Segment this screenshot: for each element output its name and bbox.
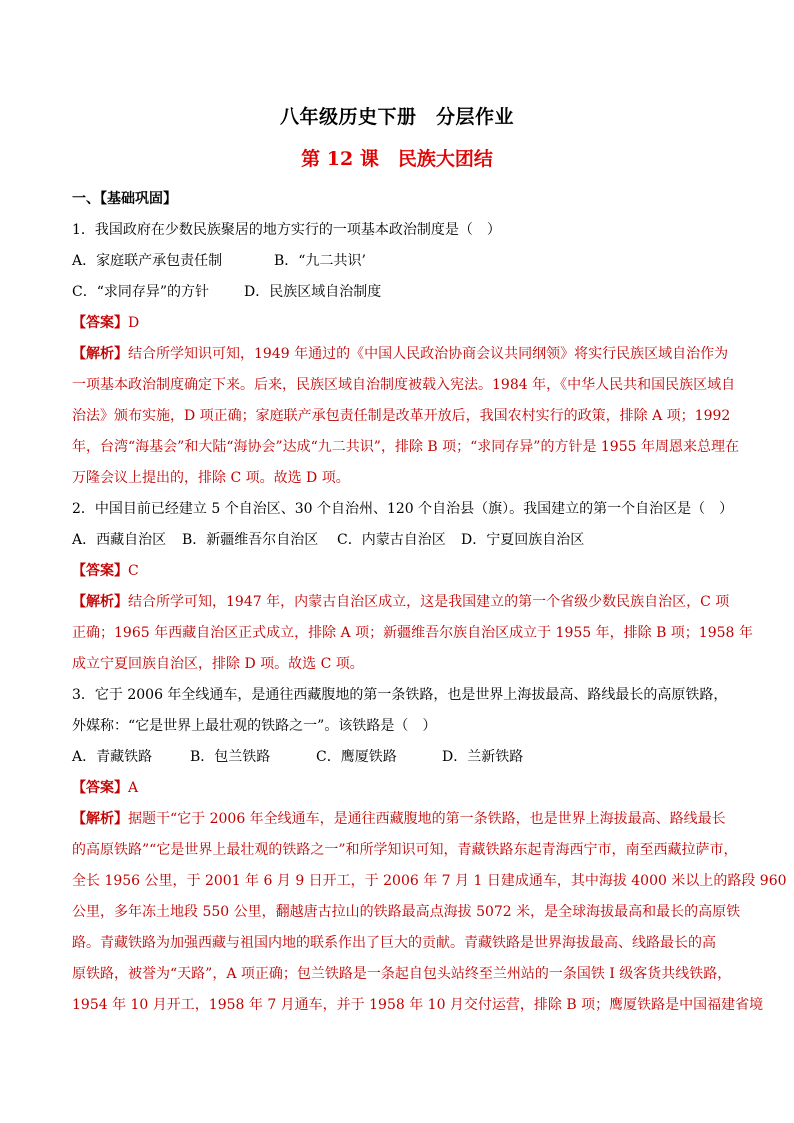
analysis-line: 公里，多年冻土地段 550 公里，翻越唐古拉山的铁路最高点海拔 5072 米，是全球海拔最高和最长的高原铁 (72, 904, 741, 920)
analysis-line: 成立宁夏回族自治区，排除 D 项。故选 C 项。 (72, 656, 364, 672)
analysis-line: 年，台湾“海基会”和大陆“海协会”达成“九二共识”，排除 B 项；“求同存异”的方针是 1955 年周恩来总理在 (72, 439, 739, 455)
analysis-tag: 【解析】 (72, 346, 128, 362)
document-body (72, 184, 787, 1021)
question-3-options (72, 742, 724, 773)
question-3-option-d: D．兰新铁路 (442, 749, 524, 765)
analysis-line: 1954 年 10 月开工，1958 年 7 月通车，并于 1958 年 10 月交付运营，排除 B 项；鹰厦铁路是中国福建省境 (72, 997, 764, 1013)
answer-tag: 【答案】 (72, 315, 128, 331)
question-1-options-row-2 (72, 277, 724, 308)
analysis-tag: 【解析】 (72, 811, 128, 827)
answer-value: D (128, 315, 140, 331)
question-3-option-a: A．青藏铁路 (72, 749, 153, 765)
question-3-option-c: C．鹰厦铁路 (316, 749, 397, 765)
question-2-answer (72, 556, 724, 587)
question-2-options (72, 525, 724, 556)
question-1-analysis (72, 339, 739, 494)
analysis-line: 治法》颁布实施，D 项正确；家庭联产承包责任制是改革开放后，我国农村实行的政策，排除 A 项；1992 (72, 408, 731, 424)
question-3-stem-line-1: 3．它于 2006 年全线通车，是通往西藏腹地的第一条铁路，也是世界上海拔最高、路线最长的高原铁路， (72, 687, 728, 703)
question-1-answer (72, 308, 724, 339)
answer-tag: 【答案】 (72, 780, 128, 796)
question-2-analysis (72, 587, 753, 680)
analysis-tag: 【解析】 (72, 594, 128, 610)
question-1-options-row-1 (72, 246, 724, 277)
analysis-line: 结合所学可知，1947 年，内蒙古自治区成立，这是我国建立的第一个省级少数民族自治区，C 项 (128, 594, 730, 610)
question-1-option-d: D．民族区域自治制度 (244, 284, 382, 300)
question-1-stem: 1．我国政府在少数民族聚居的地方实行的一项基本政治制度是（ ） (72, 222, 501, 238)
question-1-option-b: B．“九二共识’ (274, 253, 366, 269)
question-3-stem-line-2: 外媒称：“它是世界上最壮观的铁路之一”。该铁路是（ ） (72, 718, 437, 734)
analysis-line: 原铁路，被誉为“天路”，A 项正确；包兰铁路是一条起自包头站终至兰州站的一条国铁 Ⅰ 级客货共线铁路， (72, 966, 732, 982)
question-2-option-d: D．宁夏回族自治区 (461, 532, 585, 548)
analysis-line: 据题干“它于 2006 年全线通车，是通往西藏腹地的第一条铁路，也是世界上海拔最高、路线最长 (128, 811, 726, 827)
page-title: 八年级历史下册 分层作业 (279, 106, 514, 128)
section-heading: 一、【基础巩固】 (72, 191, 177, 207)
analysis-line: 结合所学知识可知，1949 年通过的《中国人民政治协商会议共同纲领》将实行民族区域自治作为 (128, 346, 729, 362)
answer-tag: 【答案】 (72, 563, 128, 579)
analysis-line: 的高原铁路”“它是世界上最壮观的铁路之一”和所学知识可知，青藏铁路东起青海西宁市，南至西藏拉萨市， (72, 842, 738, 858)
question-3-option-b: B．包兰铁路 (190, 749, 271, 765)
lesson-title: 第 12 课 民族大团结 (301, 148, 493, 170)
question-2-option-a: A．西藏自治区 (72, 532, 167, 548)
analysis-line: 正确；1965 年西藏自治区正式成立，排除 A 项；新疆维吾尔族自治区成立于 1955 年，排除 B 项；1958 年 (72, 625, 753, 641)
answer-value: A (128, 780, 139, 796)
question-2-option-b: B．新疆维吾尔自治区 (182, 532, 319, 548)
analysis-line: 路。青藏铁路为加强西藏与祖国内地的联系作出了巨大的贡献。青藏铁路是世界海拔最高、线路最长的高 (72, 935, 716, 951)
question-2-stem: 2．中国目前已经建立 5 个自治区、30 个自治州、120 个自治县（旗）。我国建立的第一个自治区是（ ） (72, 501, 734, 517)
question-2-option-c: C．内蒙古自治区 (337, 532, 446, 548)
analysis-line: 万隆会议上提出的，排除 C 项。故选 D 项。 (72, 470, 350, 486)
question-1-option-a: A．家庭联产承包责任制 (72, 253, 223, 269)
analysis-line: 一项基本政治制度确定下来。后来，民族区域自治制度被载入宪法。1984 年，《中华人民共和国民族区域自 (72, 377, 736, 393)
question-3-answer (72, 773, 724, 804)
question-1-option-c: C．“求同存异”的方针 (72, 284, 210, 300)
analysis-line: 全长 1956 公里，于 2001 年 6 月 9 日开工，于 2006 年 7 月 1 日建成通车，其中海拔 4000 米以上的路段 960 (72, 873, 787, 889)
question-3-analysis (72, 804, 787, 1021)
answer-value: C (128, 563, 139, 579)
